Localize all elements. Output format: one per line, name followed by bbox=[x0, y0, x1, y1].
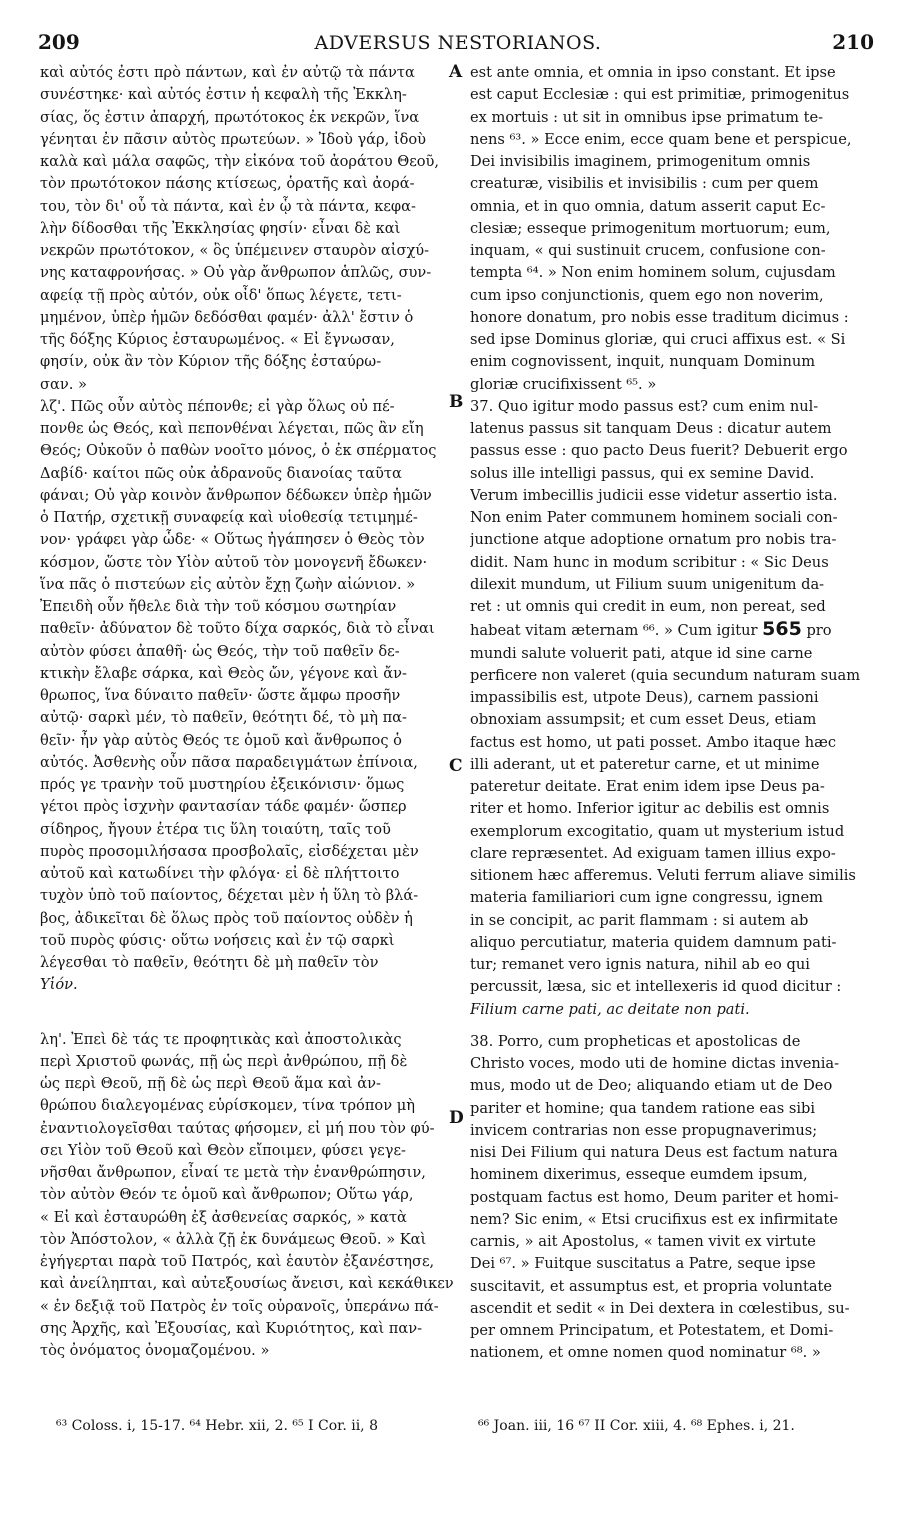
text-line: omnia, et in quo omnia, datum asserit caput Ec- bbox=[470, 197, 826, 215]
page-number-left: 209 bbox=[38, 30, 80, 54]
text-line: nens ⁶³. » Ecce enim, ecce quam bene et perspicue, bbox=[470, 130, 852, 148]
text-line: πονθε ὡς Θεός, καὶ πεπονθέναι λέγεται, πῶς ἂν εἴη bbox=[40, 420, 424, 437]
text-line: nationem, et omne nomen quod nominatur ⁶⁸. » bbox=[470, 1344, 821, 1362]
text-line: inquam, « qui sustinuit crucem, confusione con- bbox=[470, 242, 826, 259]
text-line: ἵνα πᾶς ὁ πιστεύων εἰς αὐτὸν ἔχῃ ζωὴν αἰώνιον. » bbox=[40, 575, 416, 593]
text-line: creaturæ, visibilis et invisibilis : cum per quem bbox=[470, 175, 819, 193]
text-line: γέτοι πρὸς ἰσχνὴν φαντασίαν τάδε φαμέν· ὥσπερ bbox=[40, 798, 407, 816]
text-line: θρωπος, ἵνα δύναιτο παθεῖν· ὥστε ἄμφω προσῆν bbox=[40, 687, 401, 704]
text-line: junctione atque adoptione ornatum pro nobis tra- bbox=[470, 531, 837, 549]
text-line: τοῦ πυρὸς φύσις· οὕτω νοήσεις καὶ ἐν τῷ σαρκὶ bbox=[40, 931, 395, 949]
text-line: « ἐν δεξιᾷ τοῦ Πατρὸς ἐν τοῖς οὐρανοῖς, ὑπεράνω πά- bbox=[40, 1297, 439, 1315]
text-line: aliquo percutiatur, materia quidem damnum pati- bbox=[470, 933, 837, 951]
text-line: latenus passus sit tanquam Deus : dicatur autem bbox=[470, 420, 832, 437]
text-line: nisi Dei Filium qui natura Deus est factum natura bbox=[470, 1144, 838, 1161]
text-line: gloriæ crucifixissent ⁶⁵. » bbox=[470, 375, 657, 393]
text-line: per omnem Principatum, et Potestatem, et Domi- bbox=[470, 1322, 834, 1339]
text-line: τὸν πρωτότοκον πάσης κτίσεως, ὁρατῆς καὶ ἀορά- bbox=[40, 175, 415, 193]
text-line: mus, modo ut de Deo; aliquando etiam ut de Deo bbox=[470, 1077, 833, 1095]
text-line: riter et homo. Inferior igitur ac debilis est omnis bbox=[470, 800, 830, 818]
text-line: didit. Nam hunc in modum scribitur : « Sic Deus bbox=[470, 553, 829, 571]
margin-letter-d: D bbox=[449, 1108, 464, 1128]
text-line: σίας, ὅς ἐστιν ἀπαρχή, πρωτότοκος ἐκ νεκρῶν, ἵνα bbox=[40, 108, 420, 126]
text-line: pariter et homine; qua tandem ratione eas sibi bbox=[470, 1099, 816, 1117]
text-line: τὸν αὐτὸν Θεόν τε ὁμοῦ καὶ ἄνθρωπον; Οὕτω γάρ, bbox=[40, 1186, 414, 1204]
text-line: τῆς δόξης Κύριος ἐσταυρωμένος. « Εἰ ἔγνωσαν, bbox=[40, 331, 395, 348]
text-line: clesiæ; esseque primogenitum mortuorum; eum, bbox=[470, 219, 831, 237]
text-line: ἐναντιολογεῖσθαι ταύτας φήσομεν, εἰ μή που τὸν φύ- bbox=[40, 1119, 435, 1137]
text-line: in se concipit, ac parit flammam : si autem ab bbox=[470, 911, 809, 929]
text-line: honore donatum, pro nobis esse traditum dicimus : bbox=[470, 308, 849, 326]
text-line: κόσμον, ὥστε τὸν Υἱὸν αὐτοῦ τὸν μονογενῆ ἔδωκεν· bbox=[40, 553, 428, 571]
greek-column bbox=[40, 62, 456, 1362]
text-line: Dei invisibilis imaginem, primogenitum omnis bbox=[470, 153, 811, 170]
text-line: συνέστηκε· καὶ αὐτός ἐστιν ἡ κεφαλὴ τῆς Ἐκκλη- bbox=[40, 86, 407, 104]
page-number-right: 210 bbox=[832, 30, 874, 54]
text-line: τὸν Ἀπόστολον, « ἀλλὰ ζῇ ἐκ δυνάμεως Θεοῦ. » Καὶ bbox=[40, 1230, 427, 1248]
text-line: λὴν δίδοσθαι τῆς Ἐκκλησίας φησίν· εἶναι δὲ καὶ bbox=[40, 219, 401, 237]
latin-text-block bbox=[470, 62, 880, 1021]
text-line: mundi salute voluerit pati, atque id sine carne bbox=[470, 644, 813, 662]
text-line: ὁ Πατήρ, σχετικῇ συναφείᾳ καὶ υἱοθεσίᾳ τετιμημέ- bbox=[40, 509, 418, 526]
greek-text-block bbox=[40, 1029, 456, 1363]
text-line: σης Ἀρχῆς, καὶ Ἐξουσίας, καὶ Κυριότητος, καὶ παν- bbox=[40, 1319, 423, 1337]
text-line: πυρὸς προσομιλήσασα προσβολαῖς, εἰσδέχεται μὲν bbox=[40, 842, 419, 860]
text-line: λέγεσθαι τὸ παθεῖν, θεότητι δὲ μὴ παθεῖν τὸν bbox=[40, 954, 379, 971]
text-line: postquam factus est homo, Deum pariter et homi- bbox=[470, 1188, 839, 1206]
latin-column bbox=[470, 62, 880, 1365]
text-line: Non enim Pater communem hominem sociali con- bbox=[470, 509, 838, 526]
footnotes-left: ⁶³ Coloss. i, 15-17. ⁶⁴ Hebr. xii, 2. ⁶⁵ I Cor. ii, 8 bbox=[56, 1418, 378, 1434]
text-line: περὶ Χριστοῦ φωνάς, πῇ ὡς περὶ ἀνθρώπου, πῇ δὲ bbox=[40, 1052, 408, 1070]
text-line: factus est homo, ut pati posset. Ambo itaque hæc bbox=[470, 733, 837, 751]
text-line: sed ipse Dominus gloriæ, qui cruci affixus est. « Si bbox=[470, 331, 846, 348]
text-line: ὡς περὶ Θεοῦ, πῇ δὲ ὡς περὶ Θεοῦ ἅμα καὶ ἀν- bbox=[40, 1075, 381, 1092]
text-line: cum ipso conjunctionis, quem ego non noverim, bbox=[470, 286, 824, 304]
text-line: solus ille intelligi passus, qui ex semine David. bbox=[470, 464, 815, 482]
text-line: θεῖν· ἦν γὰρ αὐτὸς Θεός τε ὁμοῦ καὶ ἄνθρωπος ὁ bbox=[40, 731, 402, 749]
text-line: suscitavit, et assumptus est, et propria voluntate bbox=[470, 1277, 833, 1295]
text-line: dilexit mundum, ut Filium suum unigenitum da- bbox=[470, 575, 825, 593]
text-line: illi aderant, ut et pateretur carne, et ut minime bbox=[470, 755, 820, 773]
text-line: habeat vitam æternam ⁶⁶. » Cum igitur 565 pro bbox=[470, 618, 832, 641]
text-line: ret : ut omnis qui credit in eum, non pereat, sed bbox=[470, 598, 826, 615]
latin-text-block bbox=[470, 1031, 880, 1365]
text-line: νεκρῶν πρωτότοκον, « ὃς ὑπέμεινεν σταυρὸν αἰσχύ- bbox=[40, 242, 430, 259]
text-line: Verum imbecillis judicii esse videtur assertio ista. bbox=[470, 486, 838, 504]
text-line: λζ'. Πῶς οὖν αὐτὸς πέπονθε; εἰ γὰρ ὅλως οὐ πέ- bbox=[40, 397, 395, 415]
text-line: μημένον, ὑπὲρ ἡμῶν δεδόσθαι φαμέν· ἀλλ' ἔστιν ὁ bbox=[40, 308, 414, 326]
text-line: obnoxiam assumpsit; et cum esset Deus, etiam bbox=[470, 711, 817, 729]
text-line: sitionem hæc afferemus. Veluti ferrum aliave similis bbox=[470, 867, 856, 884]
text-line: Υἱόν. bbox=[40, 976, 78, 994]
running-title: ADVERSUS NESTORIANOS. bbox=[314, 32, 602, 54]
text-line: est ante omnia, et omnia in ipso constant. Et ipse bbox=[470, 64, 836, 81]
text-line: impassibilis est, utpote Deus), carnem passioni bbox=[470, 689, 819, 706]
text-line: αὐτῷ· σαρκὶ μέν, τὸ παθεῖν, θεότητι δέ, τὸ μὴ πα- bbox=[40, 709, 407, 727]
text-line: νης καταφρονήσας. » Οὐ γὰρ ἄνθρωπον ἁπλῶς, συν- bbox=[40, 264, 432, 282]
text-line: 37. Quo igitur modo passus est? cum enim nul- bbox=[470, 397, 819, 415]
text-line: 38. Porro, cum propheticas et apostolicas de bbox=[470, 1032, 801, 1050]
text-line: « Εἰ καὶ ἐσταυρώθη ἐξ ἀσθενείας σαρκός, » κατὰ bbox=[40, 1208, 407, 1226]
page-header bbox=[0, 30, 916, 60]
footnotes-right: ⁶⁶ Joan. iii, 16 ⁶⁷ II Cor. xiii, 4. ⁶⁸ Ephes. i, 21. bbox=[478, 1418, 795, 1434]
text-line: passus esse : quo pacto Deus fuerit? Debuerit ergo bbox=[470, 442, 848, 460]
text-line: σαν. » bbox=[40, 375, 87, 393]
column-reference-number: 565 bbox=[762, 618, 802, 641]
text-line: tempta ⁶⁴. » Non enim hominem solum, cujusdam bbox=[470, 264, 836, 282]
text-line: nem? Sic enim, « Etsi crucifixus est ex infirmitate bbox=[470, 1210, 838, 1228]
text-line: Dei ⁶⁷. » Fuitque suscitatus a Patre, seque ipse bbox=[470, 1255, 816, 1273]
text-line: ἐγήγερται παρὰ τοῦ Πατρός, καὶ ἑαυτὸν ἐξανέστησε, bbox=[40, 1253, 435, 1270]
text-line: νῆσθαι ἄνθρωπον, εἶναί τε μετὰ τὴν ἐνανθρώπησιν, bbox=[40, 1164, 426, 1181]
text-line: enim cognovissent, inquit, nunquam Dominum bbox=[470, 353, 816, 371]
text-line: αὐτός. Ἀσθενὴς οὖν πᾶσα παραδειγμάτων ἐπίνοια, bbox=[40, 753, 418, 771]
text-line: Δαβίδ· καίτοι πῶς οὐκ ἀδρανοῦς διανοίας ταῦτα bbox=[40, 464, 402, 482]
text-line: καὶ ἀνείληπται, καὶ αὐτεξουσίως ἄνεισι, καὶ κεκάθικεν bbox=[40, 1275, 454, 1293]
text-line: Christo voces, modo uti de homine dictas invenia- bbox=[470, 1055, 840, 1072]
text-line: κτικὴν ἔλαβε σάρκα, καὶ Θεὸς ὤν, γέγονε καὶ ἄν- bbox=[40, 664, 407, 682]
text-line: καλὰ καὶ μάλα σαφῶς, τὴν εἰκόνα τοῦ ἀοράτου Θεοῦ, bbox=[40, 153, 440, 170]
text-line: καὶ αὐτός ἐστι πρὸ πάντων, καὶ ἐν αὐτῷ τὰ πάντα bbox=[40, 64, 415, 81]
text-line: Θεός; Οὐκοῦν ὁ παθὼν νοοῖτο μόνος, ὁ ἐκ σπέρματος bbox=[40, 442, 437, 460]
text-line: ex mortuis : ut sit in omnibus ipse primatum te- bbox=[470, 108, 824, 126]
text-line: Filium carne pati, ac deitate non pati. bbox=[470, 1000, 750, 1018]
text-line: est caput Ecclesiæ : qui est primitiæ, primogenitus bbox=[470, 86, 850, 104]
text-line: tur; remanet vero ignis natura, nihil ab eo qui bbox=[470, 956, 810, 973]
text-fragment: pro bbox=[801, 622, 832, 640]
text-line: perficere non valeret (quia secundum naturam suam bbox=[470, 666, 861, 684]
text-line: λη'. Ἐπεὶ δὲ τάς τε προφητικὰς καὶ ἀποστολικὰς bbox=[40, 1030, 402, 1048]
text-line: τὸς ὀνόματος ὀνομαζομένου. » bbox=[40, 1342, 270, 1359]
text-line: φάναι; Οὐ γὰρ κοινὸν ἄνθρωπον δέδωκεν ὑπὲρ ἡμῶν bbox=[40, 486, 432, 504]
text-line: clare repræsentet. Ad exiguam tamen illius expo- bbox=[470, 844, 836, 862]
text-line: τυχὸν ὑπὸ τοῦ παίοντος, δέχεται μὲν ἡ ὕλη τὸ βλά- bbox=[40, 887, 419, 905]
text-line: pateretur deitate. Erat enim idem ipse Deus pa- bbox=[470, 778, 825, 795]
text-line: materia familiariori cum igne congressu, ignem bbox=[470, 889, 823, 907]
text-line: Ἐπειδὴ οὖν ἤθελε διὰ τὴν τοῦ κόσμου σωτηρίαν bbox=[40, 598, 397, 615]
text-line: αὐτοῦ καὶ κατωδίνει τὴν φλόγα· εἰ δὲ πλήττοιτο bbox=[40, 865, 400, 882]
text-line: invicem contrarias non esse propugnaverimus; bbox=[470, 1121, 818, 1139]
text-line: σίδηρος, ἤγουν ἑτέρα τις ὕλη τοιαύτη, ταῖς τοῦ bbox=[40, 820, 391, 838]
text-line: νον· γράφει γὰρ ὧδε· « Οὕτως ἠγάπησεν ὁ Θεὸς τὸν bbox=[40, 531, 425, 549]
greek-text-block bbox=[40, 62, 456, 997]
text-line: αὐτὸν φύσει ἀπαθῆ· ὡς Θεός, τὴν τοῦ παθεῖν δε- bbox=[40, 642, 400, 660]
text-line: ascendit et sedit « in Dei dextera in cœlestibus, su- bbox=[470, 1299, 850, 1317]
margin-letter-c: C bbox=[449, 756, 463, 776]
margin-letter-a: A bbox=[449, 62, 463, 82]
margin-letter-b: B bbox=[449, 392, 464, 412]
text-line: πρός γε τρανὴν τοῦ μυστηρίου ἐξεικόνισιν· ὅμως bbox=[40, 776, 405, 793]
text-line: φησίν, οὐκ ἂν τὸν Κύριον τῆς δόξης ἐσταύρω- bbox=[40, 353, 382, 371]
text-line: hominem dixerimus, esseque eumdem ipsum, bbox=[470, 1166, 808, 1184]
text-line: γένηται ἐν πᾶσιν αὐτὸς πρωτεύων. » Ἰδοὺ γάρ, ἰδοὺ bbox=[40, 130, 427, 148]
text-line: βος, ἀδικεῖται δὲ ὅλως πρὸς τοῦ παίοντος οὐδὲν ἡ bbox=[40, 909, 413, 927]
text-line: αφείᾳ τῇ πρὸς αὐτόν, οὐκ οἶδ' ὅπως λέγετε, τετι- bbox=[40, 286, 402, 304]
text-line: σει Υἱὸν τοῦ Θεοῦ καὶ Θεὸν εἴποιμεν, φύσει γεγε- bbox=[40, 1141, 406, 1159]
text-line: του, τὸν δι' οὗ τὰ πάντα, καὶ ἐν ᾧ τὰ πάντα, κεφα- bbox=[40, 197, 416, 215]
text-line: exemplorum excogitatio, quam ut mysterium istud bbox=[470, 822, 845, 840]
text-line: παθεῖν· ἀδύνατον δὲ τοῦτο δίχα σαρκός, διὰ τὸ εἶναι bbox=[40, 620, 435, 638]
text-line: percussit, læsa, sic et intellexeris id quod dicitur : bbox=[470, 978, 842, 996]
text-line: θρώπου διαλεγομένας εὑρίσκομεν, τίνα τρόπον μὴ bbox=[40, 1097, 415, 1115]
text-line: carnis, » ait Apostolus, « tamen vivit ex virtute bbox=[470, 1233, 816, 1250]
